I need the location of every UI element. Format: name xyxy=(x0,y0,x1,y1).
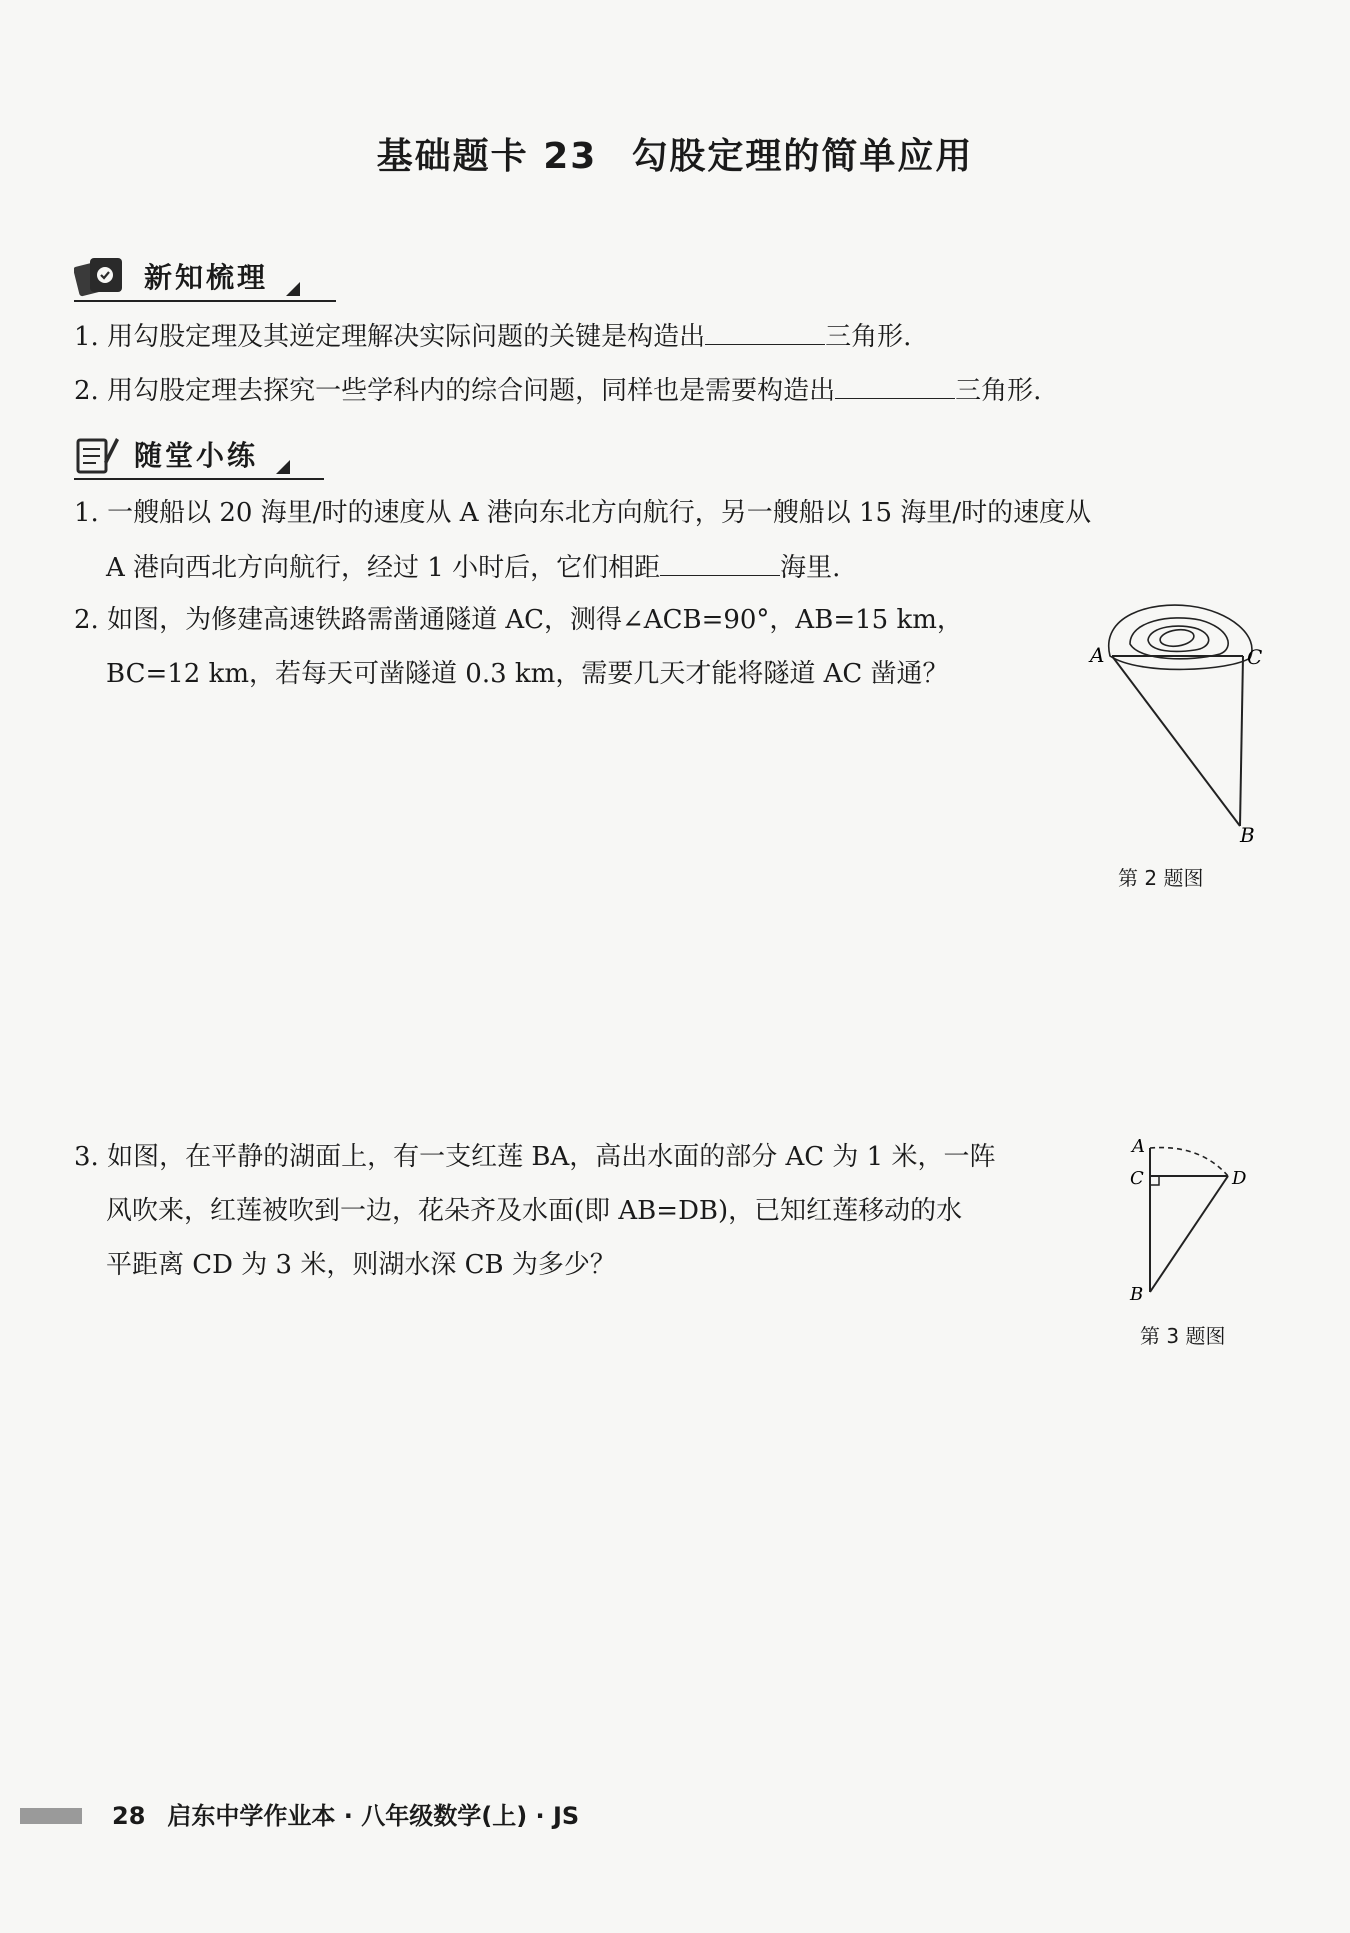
knowledge-text: 三角形. xyxy=(825,322,912,352)
point-label-c: C xyxy=(1130,1168,1144,1189)
point-label-b: B xyxy=(1130,1284,1144,1305)
section-label: 随堂小练 xyxy=(134,439,259,472)
notebook-pen-icon xyxy=(74,432,120,476)
practice-2-line-2: BC=12 km，若每天可凿隧道 0.3 km，需要几天才能将隧道 AC 凿通？ xyxy=(106,659,949,689)
practice-text: 海里. xyxy=(780,553,841,583)
figure-2-tunnel-diagram xyxy=(1080,596,1280,846)
figure-2-caption: 第 2 题图 xyxy=(1118,866,1204,890)
section-new-knowledge xyxy=(74,250,336,302)
footer-bar xyxy=(20,1808,82,1824)
cards-icon xyxy=(74,254,130,298)
point-label-c: C xyxy=(1247,645,1263,669)
right-angle-mark xyxy=(1150,1176,1159,1185)
knowledge-text: 1. 用勾股定理及其逆定理解决实际问题的关键是构造出 xyxy=(74,322,706,352)
triangle-marker-icon xyxy=(276,460,290,474)
mountain-contours xyxy=(1109,605,1252,669)
practice-1-line-1: 1. 一艘船以 20 海里/时的速度从 A 港向东北方向航行，另一艘船以 15 海里/时的速度从 xyxy=(74,498,1092,528)
knowledge-text: 2. 用勾股定理去探究一些学科内的综合问题，同样也是需要构造出 xyxy=(74,376,836,406)
page-title xyxy=(0,128,1350,179)
title-number: 基础题卡 23 xyxy=(376,136,598,177)
practice-2-line-1: 2. 如图，为修建高速铁路需凿通隧道 AC，测得∠ACB=90°，AB=15 km， xyxy=(74,605,963,635)
point-label-b: B xyxy=(1240,823,1255,846)
answer-blank[interactable] xyxy=(835,372,955,399)
practice-3-line-1: 3. 如图，在平静的湖面上，有一支红莲 BA，高出水面的部分 AC 为 1 米，一阵 xyxy=(74,1142,996,1172)
figure-3-caption: 第 3 题图 xyxy=(1140,1324,1226,1348)
knowledge-item-1 xyxy=(74,318,911,354)
section-label: 新知梳理 xyxy=(144,261,269,294)
figure-3-lotus-diagram xyxy=(1120,1128,1270,1308)
title-text: 勾股定理的简单应用 xyxy=(631,136,974,177)
segment-ab xyxy=(1112,656,1240,826)
segment-bc xyxy=(1240,656,1243,826)
segment-db xyxy=(1150,1176,1228,1292)
arc-ad xyxy=(1150,1148,1228,1176)
knowledge-text: 三角形. xyxy=(955,376,1042,406)
section-practice xyxy=(74,428,324,480)
point-label-a: A xyxy=(1132,1136,1145,1157)
page-number: 28 xyxy=(112,1802,146,1830)
practice-3-line-2: 风吹来，红莲被吹到一边，花朵齐及水面(即 AB=DB)，已知红莲移动的水 xyxy=(106,1196,963,1226)
book-title: 启东中学作业本 · 八年级数学(上) · JS xyxy=(167,1802,580,1830)
point-label-d: D xyxy=(1232,1168,1247,1189)
answer-blank[interactable] xyxy=(705,318,825,345)
point-label-a: A xyxy=(1090,643,1105,667)
page-footer xyxy=(112,1796,579,1831)
section-underline xyxy=(74,478,324,480)
knowledge-item-2 xyxy=(74,372,1041,408)
practice-3-line-3: 平距离 CD 为 3 米，则湖水深 CB 为多少？ xyxy=(106,1250,616,1280)
section-underline xyxy=(74,300,336,302)
triangle-marker-icon xyxy=(286,282,300,296)
practice-text: A 港向西北方向航行，经过 1 小时后，它们相距 xyxy=(106,553,661,583)
practice-1-line-2 xyxy=(106,549,840,585)
answer-blank[interactable] xyxy=(660,549,780,576)
